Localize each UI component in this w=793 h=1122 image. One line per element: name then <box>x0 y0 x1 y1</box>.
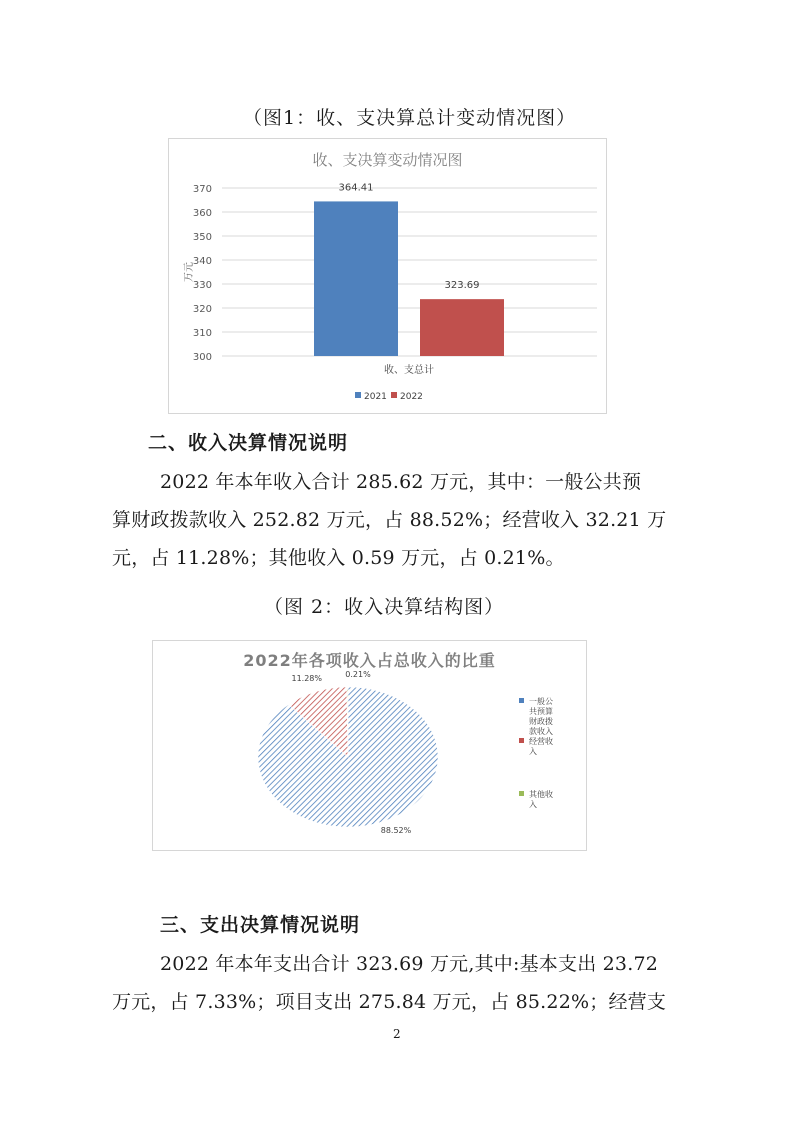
y-tick-label: 300 <box>192 352 212 363</box>
legend-label: 一般公 <box>529 697 553 706</box>
y-tick-label: 360 <box>192 208 212 219</box>
section2-line-2: 算财政拨款收入 252.82 万元，占 88.52%；经营收入 32.21 万 <box>112 509 667 531</box>
x-axis-label: 收、支总计 <box>384 365 434 376</box>
bar-chart <box>169 139 606 413</box>
legend-label: 共预算 <box>529 707 553 716</box>
y-axis-label: 万元 <box>184 262 195 282</box>
pie-data-label: 88.52% <box>380 826 412 835</box>
legend-label: 财政拨 <box>529 717 553 726</box>
legend-swatch <box>519 698 524 703</box>
legend-label: 款收入 <box>529 727 553 736</box>
y-tick-label: 320 <box>192 304 212 315</box>
figure1-caption: （图1：收、支决算总计变动情况图） <box>243 107 577 129</box>
legend-label: 入 <box>529 747 537 756</box>
legend-label: 经营收 <box>529 737 553 746</box>
bar-chart-title: 收、支决算变动情况图 <box>312 151 463 169</box>
y-tick-label: 340 <box>192 256 212 267</box>
section2-line-3: 元，占 11.28%；其他收入 0.59 万元，占 0.21%。 <box>112 547 565 569</box>
bar-data-label: 323.69 <box>444 280 480 292</box>
page-number: 2 <box>393 1027 401 1041</box>
legend-label: 入 <box>529 800 537 809</box>
section2-paragraph <box>112 463 666 577</box>
y-tick-label: 330 <box>192 280 212 291</box>
legend-label-2022: 2022 <box>400 392 423 402</box>
pie-data-label: 0.21% <box>345 670 371 679</box>
section2-heading: 二、收入决算情况说明 <box>148 432 349 454</box>
pie-data-label: 11.28% <box>291 674 322 683</box>
legend-label-2021: 2021 <box>364 392 387 402</box>
legend-label: 其他收 <box>529 790 553 799</box>
legend-swatch <box>519 738 524 743</box>
section3-heading: 三、支出决算情况说明 <box>160 914 361 936</box>
figure2-caption: （图 2：收入决算结构图） <box>264 596 505 618</box>
section3-paragraph <box>112 945 666 1021</box>
section3-line-2: 万元，占 7.33%；项目支出 275.84 万元，占 85.22%；经营支 <box>112 991 667 1013</box>
pie-chart-title: 2022年各项收入占总收入的比重 <box>243 651 496 670</box>
y-tick-label: 310 <box>192 328 212 339</box>
bar-2021 <box>314 201 398 356</box>
legend-swatch <box>519 791 524 796</box>
bar-data-label: 364.41 <box>338 182 374 194</box>
y-tick-label: 370 <box>192 184 212 195</box>
bar-2022 <box>420 299 504 356</box>
section3-line-1: 2022 年本年支出合计 323.69 万元,其中:基本支出 23.72 <box>160 953 659 975</box>
legend-swatch-2022 <box>391 392 397 398</box>
y-tick-label: 350 <box>192 232 212 243</box>
section2-line-1: 2022 年本年收入合计 285.62 万元，其中：一般公共预 <box>160 471 642 493</box>
bar-chart-frame <box>168 138 607 414</box>
pie-chart <box>153 641 586 850</box>
pie-chart-frame <box>152 640 587 851</box>
legend-swatch-2021 <box>355 392 361 398</box>
